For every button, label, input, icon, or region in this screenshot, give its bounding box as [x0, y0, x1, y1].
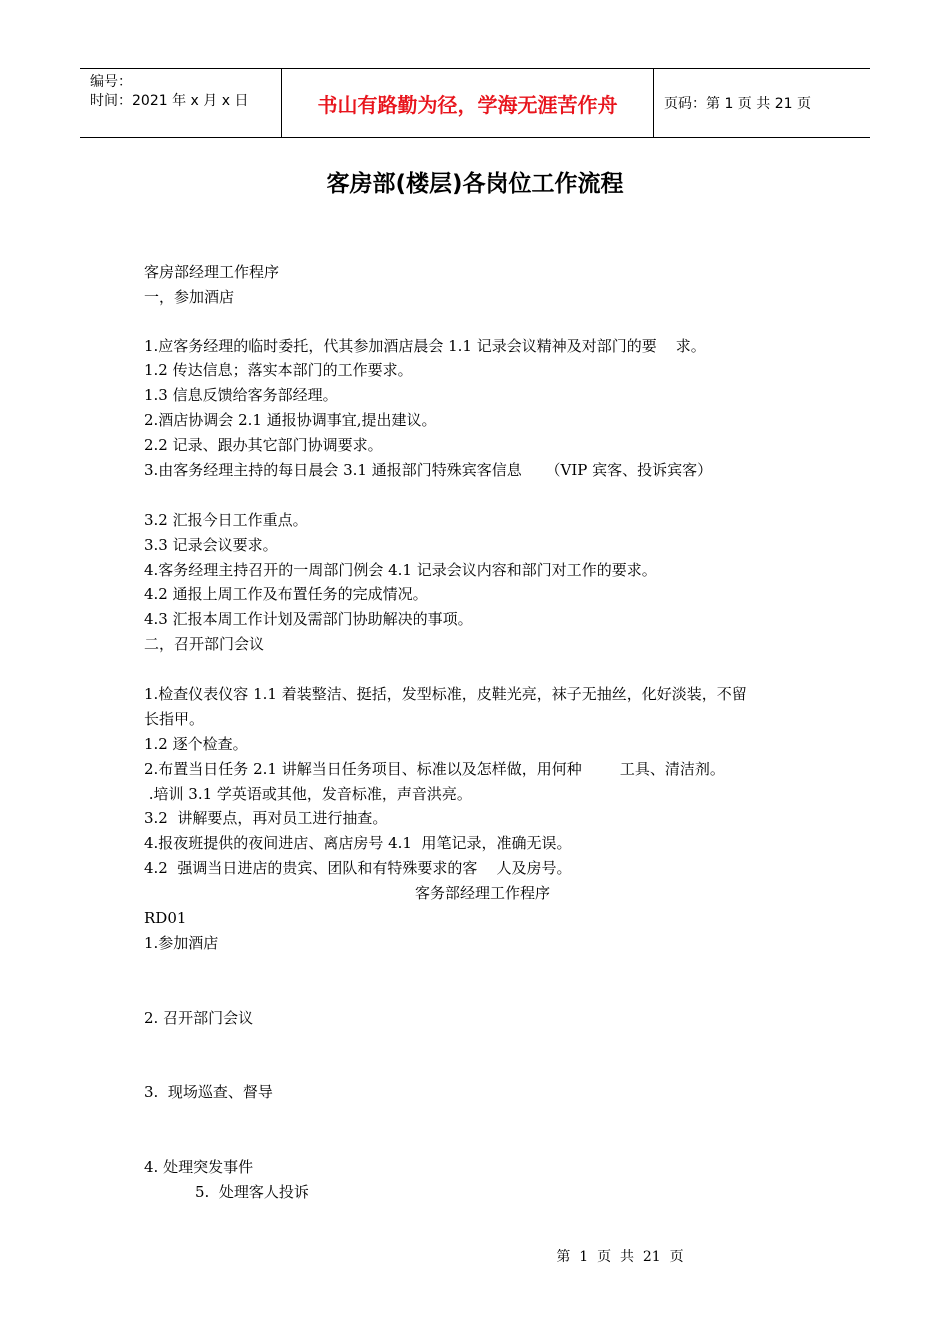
code-label: RD01 [144, 909, 187, 927]
list-item: 1.参加酒店 [144, 934, 219, 952]
body-text-line: 1.应客务经理的临时委托，代其参加酒店晨会 1.1 记录会议精神及对部门的要 求。 [144, 337, 706, 355]
body-text-line: 3.2 汇报今日工作重点。 [144, 511, 308, 529]
section-heading: 二，召开部门会议 [144, 635, 265, 653]
list-item: 3. 现场巡查、督导 [144, 1083, 273, 1101]
header-motto: 书山有路勤为径，学海无涯苦作舟 [282, 69, 654, 137]
number-label: 编号： [90, 74, 132, 90]
section-heading: 客房部经理工作程序 [144, 263, 280, 281]
time-label: 时间：2021 年 x 月 x 日 [90, 93, 249, 109]
header-meta-cell [80, 69, 282, 137]
header-page-label: 页码：第 1 页 共 21 页 [664, 96, 811, 112]
body-text-line: 3.由客务经理主持的每日晨会 3.1 通报部门特殊宾客信息 （VIP 宾客、投诉宾客） [144, 461, 713, 479]
page-footer: 第 1 页 共 21 页 [556, 1249, 684, 1265]
body-text-line: 1.检查仪表仪容 1.1 着装整洁、挺括，发型标准，皮鞋光亮，袜子无抽丝，化好淡装，不留 [144, 685, 747, 703]
body-text-line: .培训 3.1 学英语或其他，发音标准，声音洪亮。 [144, 785, 472, 803]
list-item: 4. 处理突发事件 [144, 1158, 254, 1176]
body-text-line: 4.报夜班提供的夜间进店、离店房号 4.1 用笔记录，准确无误。 [144, 834, 572, 852]
document-title: 客房部(楼层)各岗位工作流程 [326, 171, 624, 197]
body-text-line: 3.3 记录会议要求。 [144, 536, 278, 554]
section-heading: 一，参加酒店 [144, 288, 235, 306]
page-header [80, 68, 870, 138]
body-text-line: 长指甲。 [144, 710, 205, 728]
body-text-line: 2.酒店协调会 2.1 通报协调事宜,提出建议。 [144, 411, 437, 429]
body-text-line: 1.3 信息反馈给客务部经理。 [144, 386, 338, 404]
body-text-line: 4.客务经理主持召开的一周部门例会 4.1 记录会议内容和部门对工作的要求。 [144, 561, 657, 579]
body-text-line: 2.2 记录、跟办其它部门协调要求。 [144, 436, 383, 454]
list-item: 5. 处理客人投诉 [195, 1183, 309, 1201]
body-text-line: 2.布置当日任务 2.1 讲解当日任务项目、标准以及怎样做，用何种 工具、清洁剂。 [144, 760, 725, 778]
sub-heading: 客务部经理工作程序 [414, 884, 550, 902]
body-text-line: 4.2 通报上周工作及布置任务的完成情况。 [144, 585, 428, 603]
body-text-line: 4.2 强调当日进店的贵宾、团队和有特殊要求的客 人及房号。 [144, 859, 572, 877]
body-text-line: 3.2 讲解要点，再对员工进行抽查。 [144, 809, 388, 827]
list-item: 2. 召开部门会议 [144, 1009, 254, 1027]
body-text-line: 1.2 逐个检查。 [144, 735, 248, 753]
body-text-line: 4.3 汇报本周工作计划及需部门协助解决的事项。 [144, 610, 473, 628]
body-text-line: 1.2 传达信息；落实本部门的工作要求。 [144, 361, 413, 379]
